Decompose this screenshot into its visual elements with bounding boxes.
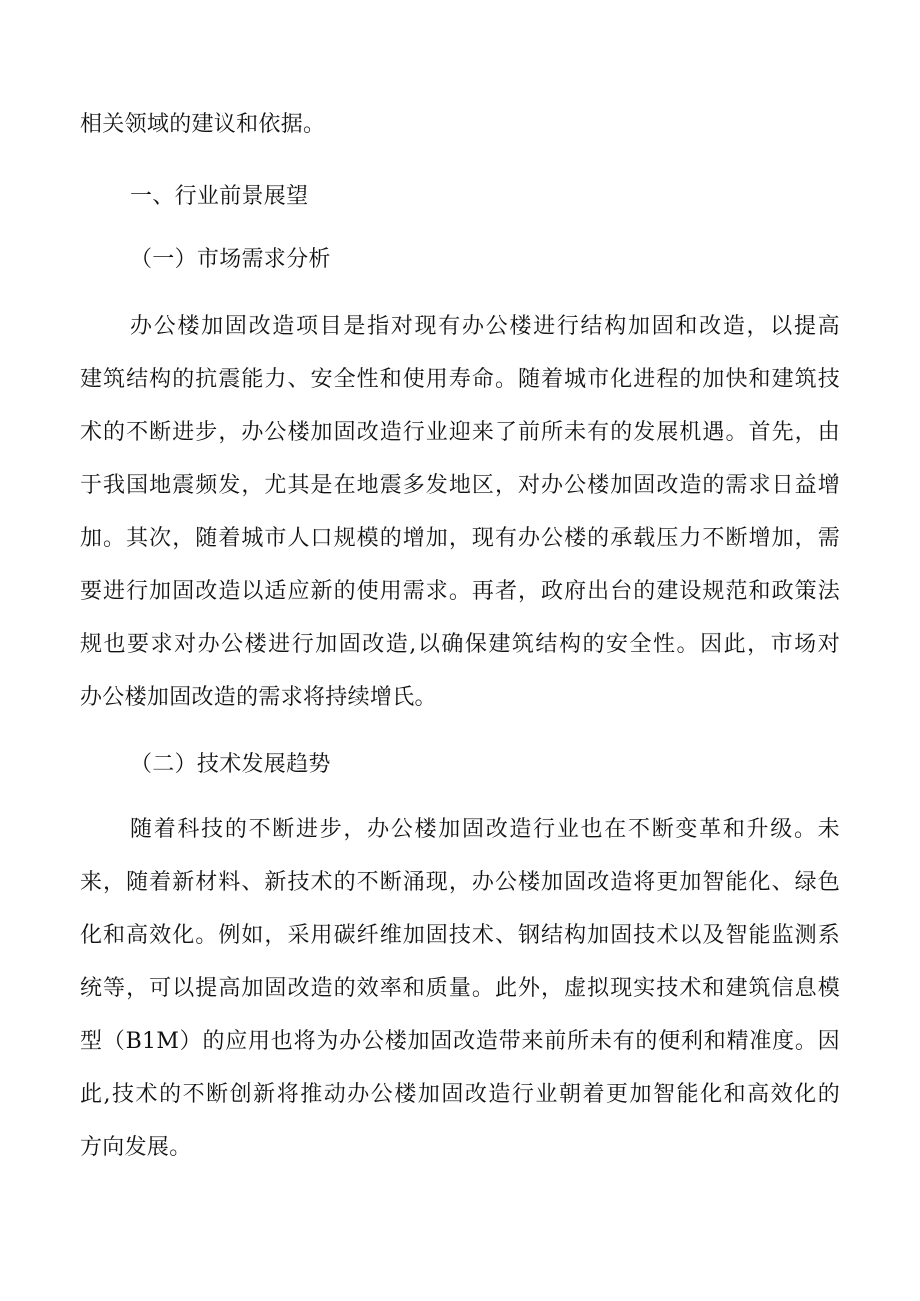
- paragraph-line: 此,技术的不断创新将推动办公楼加固改造行业朝着更加智能化和高效化的: [80, 1082, 840, 1107]
- paragraph-line: 术的不断进步，办公楼加固改造行业迎来了前所未有的发展机遇。首先，由: [80, 420, 840, 445]
- paragraph-line: 统等，可以提高加固改造的效率和质量。此外，虚拟现实技术和建筑信息模: [80, 976, 840, 1001]
- paragraph-technology-trends: [80, 803, 840, 1174]
- intro-line: 相关领域的建议和依据。: [80, 112, 326, 137]
- paragraph-line: 办公楼加固改造项目是指对现有办公楼进行结构加固和改造，以提高: [130, 314, 840, 339]
- paragraph-line: 型（B1M）的应用也将为办公楼加固改造带来前所未有的便利和精准度。因: [80, 1029, 840, 1054]
- paragraph-line: 于我国地震频发，尤其是在地震多发地区，对办公楼加固改造的需求日益增: [80, 473, 840, 498]
- paragraph-line: 办公楼加固改造的需求将持续增氏。: [80, 685, 437, 710]
- document-body: [80, 98, 840, 1174]
- subsection-heading-technology-trends: （二）技术发展趋势: [130, 752, 331, 777]
- paragraph-line: 规也要求对办公楼进行加固改造,以确保建筑结构的安全性。因此，市场对: [80, 632, 840, 657]
- paragraph-market-demand: [80, 300, 840, 724]
- paragraph-line: 来，随着新材料、新技术的不断涌现，办公楼加固改造将更加智能化、绿色: [80, 870, 840, 895]
- paragraph-line: 建筑结构的抗震能力、安全性和使用寿命。随着城市化进程的加快和建筑技: [80, 367, 840, 392]
- paragraph-line: 化和高效化。例如，采用碳纤维加固技术、钢结构加固技术以及智能监测系: [80, 923, 840, 948]
- paragraph-line: 要进行加固改造以适应新的使用需求。再者，政府出台的建设规范和政策法: [80, 579, 840, 604]
- paragraph-line: 加。其次，随着城市人口规模的增加，现有办公楼的承载压力不断增加，需: [80, 526, 840, 551]
- section-heading: 一、行业前景展望: [130, 184, 309, 209]
- paragraph-line: 随着科技的不断进步，办公楼加固改造行业也在不断变革和升级。未: [130, 817, 840, 842]
- subsection-heading-market-demand: （一）市场需求分析: [130, 247, 331, 272]
- paragraph-line: 方向发展。: [80, 1135, 192, 1160]
